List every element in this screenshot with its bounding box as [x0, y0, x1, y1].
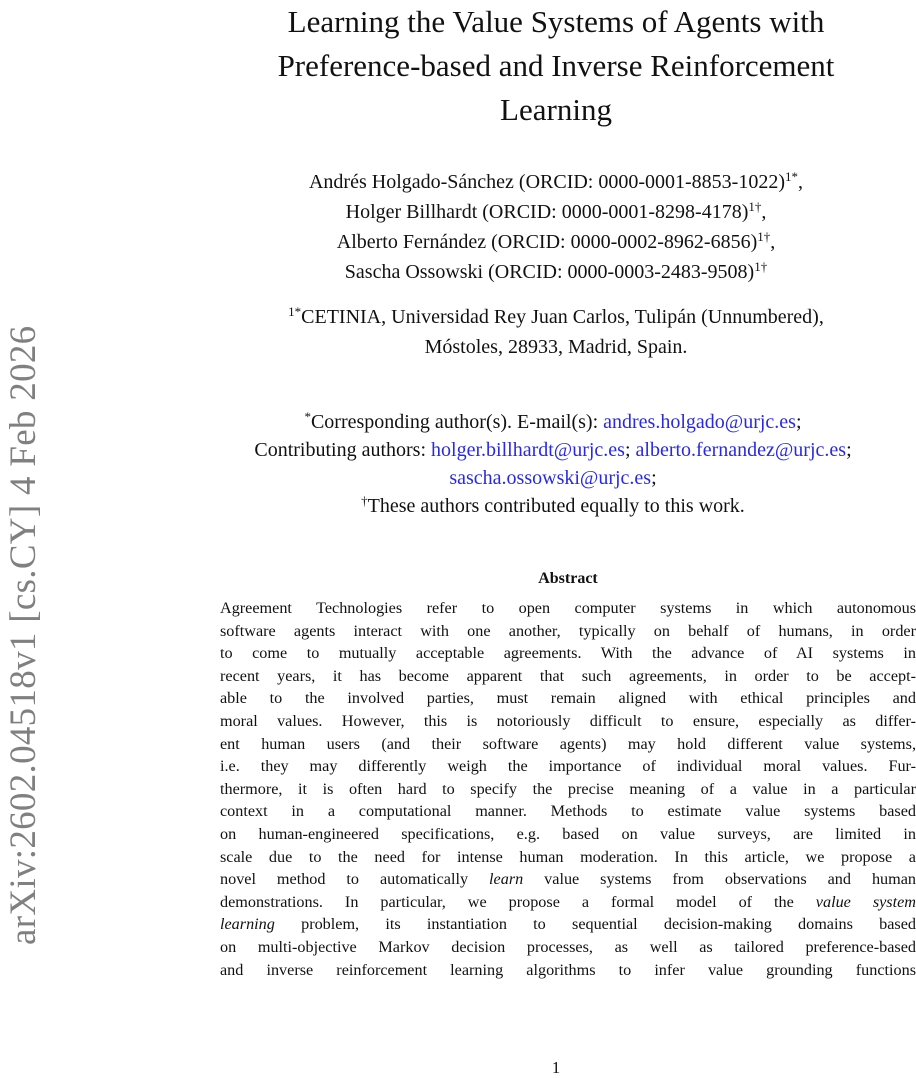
affiliation-line: Móstoles, 28933, Madrid, Spain.	[424, 336, 688, 358]
text: value systems from observations and human	[523, 870, 916, 889]
abstract-line: moral values. However, this is notoriously difficult to ensure, especially as differ-	[220, 711, 916, 730]
text: demonstrations. In particular, we propose a formal model of the	[220, 892, 816, 911]
abstract-line: on human-engineered specifications, e.g. based on value surveys, are limited in	[220, 824, 916, 843]
author	[196, 257, 916, 287]
author	[196, 167, 916, 197]
author-list	[196, 167, 916, 287]
text: problem, its instantiation to sequential decision-making domains based	[274, 915, 916, 934]
affiliation-mark: 1†	[757, 229, 771, 244]
email-link[interactable]: alberto.fernandez@urjc.es	[635, 439, 847, 461]
abstract-line: scale due to the need for intense human moderation. In this article, we propose a	[220, 847, 916, 866]
correspondence	[190, 408, 916, 520]
equal-contribution-note: These authors contributed equally to this work.	[367, 495, 745, 517]
title-line: Learning the Value Systems of Agents with	[287, 4, 825, 39]
affiliation-line: CETINIA, Universidad Rey Juan Carlos, Tulipán (Unnumbered),	[301, 306, 824, 328]
abstract-line: Agreement Technologies refer to open computer systems in which autonomous	[220, 599, 916, 617]
affiliation-mark: 1*	[288, 304, 302, 319]
abstract-line	[220, 868, 916, 891]
author	[196, 197, 916, 227]
affiliation-mark: 1*	[785, 169, 798, 184]
abstract-line	[220, 913, 916, 936]
author-name: Andrés Holgado-Sánchez (ORCID: 0000-0001-8853-1022)	[308, 171, 785, 193]
author-name: Sascha Ossowski (ORCID: 0000-0003-2483-9508)	[344, 261, 755, 283]
affiliation-mark: 1†	[754, 259, 768, 274]
corresponding-label: Corresponding author(s). E-mail(s):	[310, 411, 604, 433]
email-link[interactable]: andres.holgado@urjc.es	[603, 411, 796, 433]
punct: ,	[798, 171, 803, 193]
abstract-line: context in a computational manner. Methods to estimate value systems based	[220, 802, 916, 821]
emphasis: value system	[815, 892, 916, 911]
equal-contribution-mark: †	[361, 493, 368, 508]
punct: ;	[651, 467, 657, 489]
author-name: Alberto Fernández (ORCID: 0000-0002-8962-6856)	[336, 231, 758, 253]
punct: ,	[761, 201, 767, 223]
email-link[interactable]: holger.billhardt@urjc.es	[431, 439, 625, 461]
page-number: 1	[551, 1058, 561, 1077]
abstract-line: ent human users (and their software agents) may hold different value systems,	[220, 734, 916, 753]
abstract-heading: Abstract	[538, 570, 598, 587]
abstract-line: i.e. they may differently weigh the importance of individual moral values. Fur-	[220, 757, 916, 776]
author	[196, 227, 916, 257]
title-line: Preference-based and Inverse Reinforcement	[277, 48, 835, 83]
punct: ;	[795, 411, 802, 433]
affiliation-mark: 1†	[748, 199, 762, 214]
emphasis: learning	[220, 915, 275, 934]
punct: ,	[770, 231, 776, 253]
abstract-body	[220, 597, 916, 981]
punct: ;	[624, 439, 631, 461]
punct: ;	[846, 439, 852, 461]
author-name: Holger Billhardt (ORCID: 0000-0001-8298-4178)	[345, 201, 749, 223]
abstract-line: thermore, it is often hard to specify the precise meaning of a value in a particular	[220, 779, 916, 798]
abstract-line: recent years, it has become apparent that such agreements, in order to be accept-	[220, 666, 916, 685]
arxiv-identifier: arXiv:2602.04518v1 [cs.CY] 4 Feb 2026	[3, 325, 44, 945]
abstract-line: able to the involved parties, must remain aligned with ethical principles and	[220, 689, 916, 708]
emphasis: learn	[489, 870, 524, 889]
affiliation	[196, 302, 916, 362]
title-line: Learning	[500, 92, 612, 127]
email-link[interactable]: sascha.ossowski@urjc.es	[449, 467, 652, 489]
abstract-line: on multi-objective Markov decision processes, as well as tailored preference-based	[220, 937, 916, 956]
abstract-line	[220, 891, 916, 914]
corresponding-mark: *	[304, 409, 311, 424]
contributing-label: Contributing authors:	[254, 439, 432, 461]
abstract-line: software agents interact with one another, typically on behalf of humans, in order	[220, 621, 916, 640]
paper-title	[196, 0, 916, 132]
text: novel method to automatically	[220, 870, 490, 889]
abstract-line: and inverse reinforcement learning algorithms to infer value grounding functions	[220, 960, 916, 979]
abstract-line: to come to mutually acceptable agreements. With the advance of AI systems in	[220, 644, 916, 663]
